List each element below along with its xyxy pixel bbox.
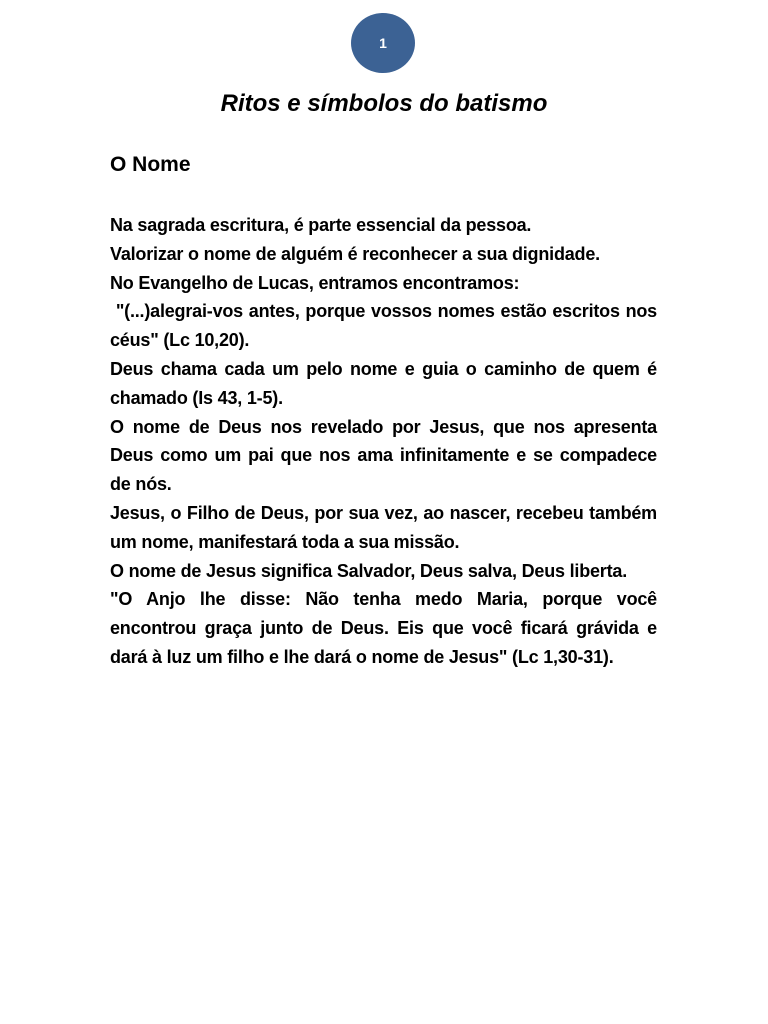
paragraph: O nome de Deus nos revelado por Jesus, que nos apresenta Deus como um pai que nos ama infinitamente e se compadece de nós. xyxy=(110,416,657,495)
paragraph: No Evangelho de Lucas, entramos encontramos: xyxy=(110,272,520,293)
quote-paragraph: "(...)alegrai-vos antes, porque vossos nomes estão escritos nos céus" (Lc 10,20). xyxy=(110,301,662,351)
quote-paragraph: "O Anjo lhe disse: Não tenha medo Maria, porque você encontrou graça junto de Deus. Eis que você ficará grávida e dará à luz um filho e lhe dará o nome de Jesus" (Lc 1,30-31). xyxy=(110,589,657,667)
page-number: 1 xyxy=(379,35,387,51)
paragraph: Jesus, o Filho de Deus, por sua vez, ao nascer, recebeu também um nome, manifestará toda a sua missão. xyxy=(110,502,657,552)
paragraph: Deus chama cada um pelo nome e guia o caminho de quem é chamado (Is 43, 1-5). xyxy=(110,358,657,408)
paragraph: O nome de Jesus significa Salvador, Deus salva, Deus liberta. xyxy=(110,560,628,581)
body-text xyxy=(110,211,662,672)
section-heading: O Nome xyxy=(110,153,191,176)
document-title: Ritos e símbolos do batismo xyxy=(220,90,548,117)
paragraph: Na sagrada escritura, é parte essencial da pessoa. xyxy=(110,215,532,235)
paragraph: Valorizar o nome de alguém é reconhecer a sua dignidade. xyxy=(110,243,600,264)
page-number-badge xyxy=(351,13,415,73)
